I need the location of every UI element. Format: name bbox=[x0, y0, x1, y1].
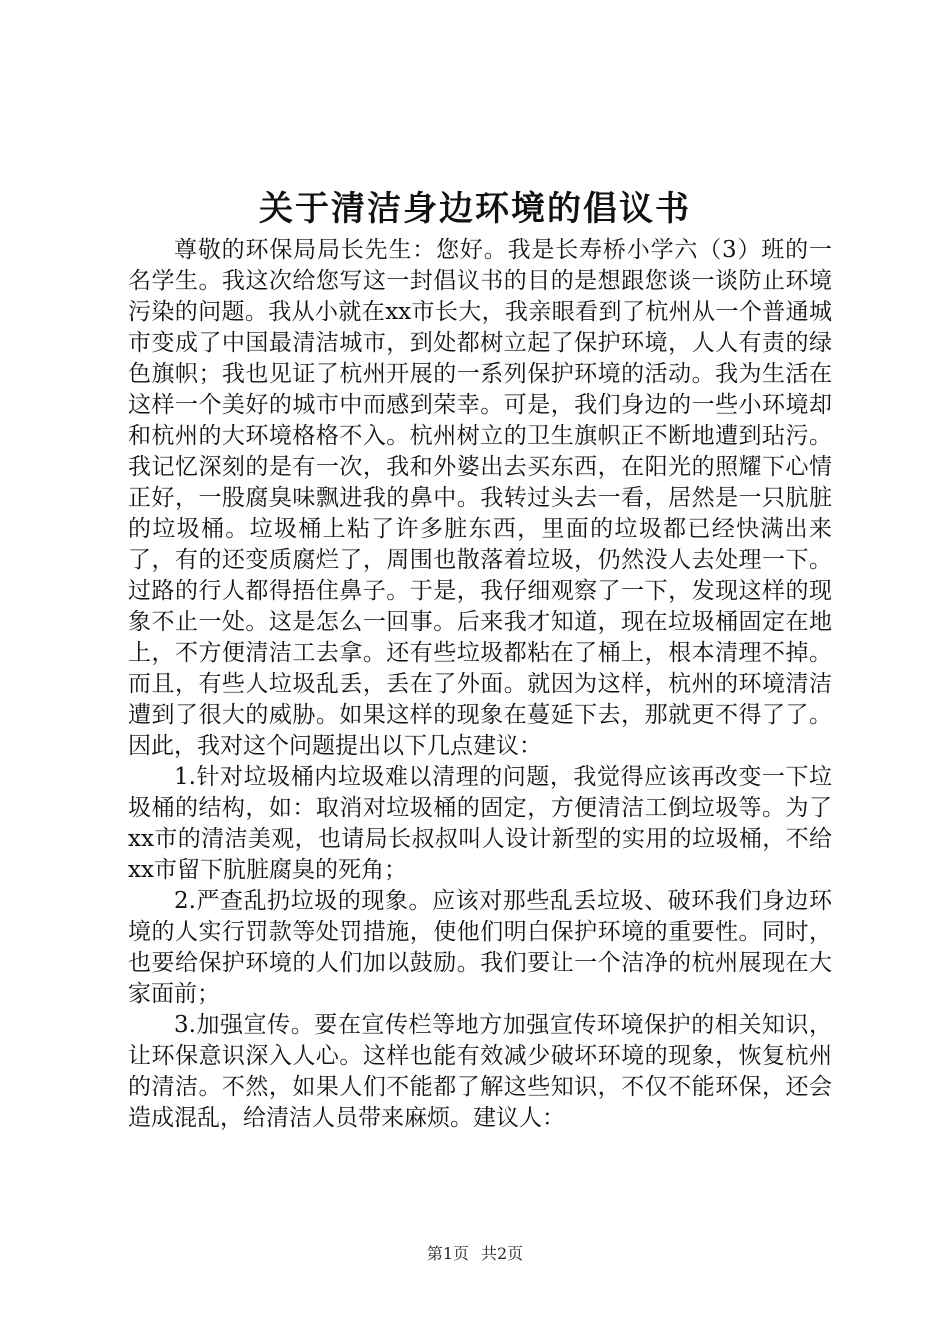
document-body bbox=[128, 235, 832, 1134]
suggestion-item-2: 2.严查乱扔垃圾的现象。应该对那些乱丢垃圾、破环我们身边环境的人实行罚款等处罚措施，使他们明白保护环境的重要性。同时，也要给保护环境的人们加以鼓励。我们要让一个洁净的杭州展现在大家面前； bbox=[128, 888, 832, 1007]
page-number: 第1页 bbox=[426, 1244, 469, 1263]
page-total: 共2页 bbox=[481, 1244, 524, 1263]
suggestion-item-3: 3.加强宣传。要在宣传栏等地方加强宣传环境保护的相关知识，让环保意识深入人心。这样也能有效减少破坏环境的现象，恢复杭州的清洁。不然，如果人们不能都了解这些知识，不仅不能环保，还会造成混乱，给清洁人员带来麻烦。建议人： bbox=[128, 1012, 832, 1131]
body-paragraph: 尊敬的环保局局长先生：您好。我是长寿桥小学六（3）班的一名学生。我这次给您写这一封倡议书的目的是想跟您谈一谈防止环境污染的问题。我从小就在xx市长大，我亲眼看到了杭州从一个普通城市变成了中国最清洁城市，到处都树立起了保护环境，人人有责的绿色旗帜；我也见证了杭州开展的一系列保护环境的活动。我为生活在这样一个美好的城市中而感到荣幸。可是，我们身边的一些小环境却和杭州的大环境格格不入。杭州树立的卫生旗帜正不断地遭到玷污。我记忆深刻的是有一次，我和外婆出去买东西，在阳光的照耀下心情正好，一股腐臭味飘进我的鼻中。我转过头去一看，居然是一只肮脏的垃圾桶。垃圾桶上粘了许多脏东西，里面的垃圾都已经快满出来了，有的还变质腐烂了，周围也散落着垃圾，仍然没人去处理一下。过路的行人都得捂住鼻子。于是，我仔细观察了一下，发现这样的现象不止一处。这是怎么一回事。后来我才知道，现在垃圾桶固定在地上，不方便清洁工去拿。还有些垃圾都粘在了桶上，根本清理不掉。而且，有些人垃圾乱丢，丢在了外面。就因为这样，杭州的环境清洁遭到了很大的威胁。如果这样的现象在蔓延下去，那就更不得了了。因此，我对这个问题提出以下几点建议： bbox=[128, 237, 832, 759]
document-title: 关于清洁身边环境的倡议书 bbox=[259, 189, 691, 229]
suggestion-item-1: 1.针对垃圾桶内垃圾难以清理的问题，我觉得应该再改变一下垃圾桶的结构，如：取消对垃圾桶的固定，方便清洁工倒垃圾等。为了xx市的清洁美观，也请局长叔叔叫人设计新型的实用的垃圾桶，不给xx市留下肮脏腐臭的死角； bbox=[128, 764, 832, 883]
page-footer bbox=[0, 1243, 950, 1265]
